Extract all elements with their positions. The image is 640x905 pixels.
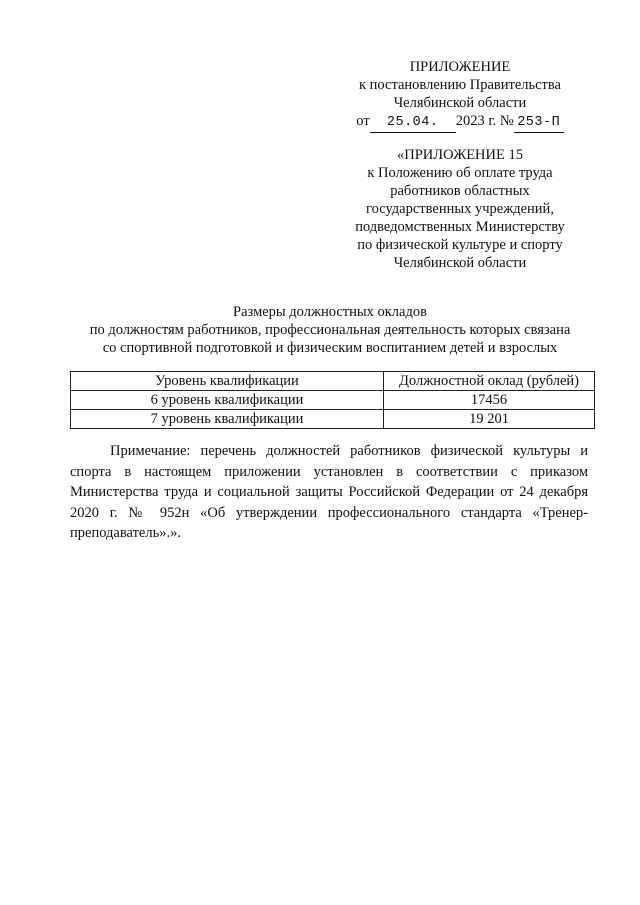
title-line: со спортивной подготовкой и физическим воспитанием детей и взрослых xyxy=(102,340,558,356)
appendix-15-line: «ПРИЛОЖЕНИЕ 15 xyxy=(397,147,523,163)
appendix-15-header xyxy=(345,146,575,272)
date-value: 25.04. xyxy=(370,114,456,133)
date-prefix: от xyxy=(356,113,370,129)
appendix-15-line: государственных учреждений, xyxy=(366,201,554,217)
appendix-title: ПРИЛОЖЕНИЕ xyxy=(409,59,511,75)
title-line: Размеры должностных окладов xyxy=(233,304,427,320)
appendix-line-2: Челябинской области xyxy=(393,95,527,111)
table-row xyxy=(71,410,595,429)
title-line: по должностям работников, профессиональная деятельность которых связана xyxy=(89,322,571,338)
table-cell: 17456 xyxy=(384,391,595,410)
note-paragraph: Примечание: перечень должностей работников физической культуры и спорта в настоящем приложении установлен в соответствии с приказом Министерства труда и социальной защиты Российской Федерации от 24 декабря 2020 г. № 952н «Об утверждении профессионального стандарта «Тренер-преподаватель».». xyxy=(70,443,588,541)
document-title xyxy=(40,303,620,357)
appendix-15-line: Челябинской области xyxy=(393,255,527,271)
appendix-15-line: к Положению об оплате труда xyxy=(367,165,553,181)
table-row xyxy=(71,391,595,410)
appendix-line-1: к постановлению Правительства xyxy=(359,77,561,93)
appendix-date-line xyxy=(345,112,575,133)
table-cell: 7 уровень квалификации xyxy=(71,410,384,429)
table-header-row xyxy=(71,372,595,391)
appendix-header xyxy=(345,58,575,133)
salary-table xyxy=(70,371,595,429)
table-cell: 19 201 xyxy=(384,410,595,429)
appendix-15-line: подведомственных Министерству xyxy=(355,219,565,235)
date-year: 2023 г. № xyxy=(455,113,514,129)
column-header: Уровень квалификации xyxy=(71,372,384,391)
appendix-15-line: по физической культуре и спорту xyxy=(357,237,563,253)
table-cell: 6 уровень квалификации xyxy=(71,391,384,410)
column-header: Должностной оклад (рублей) xyxy=(384,372,595,391)
number-value: 253-П xyxy=(514,114,564,133)
appendix-15-line: работников областных xyxy=(390,183,530,199)
